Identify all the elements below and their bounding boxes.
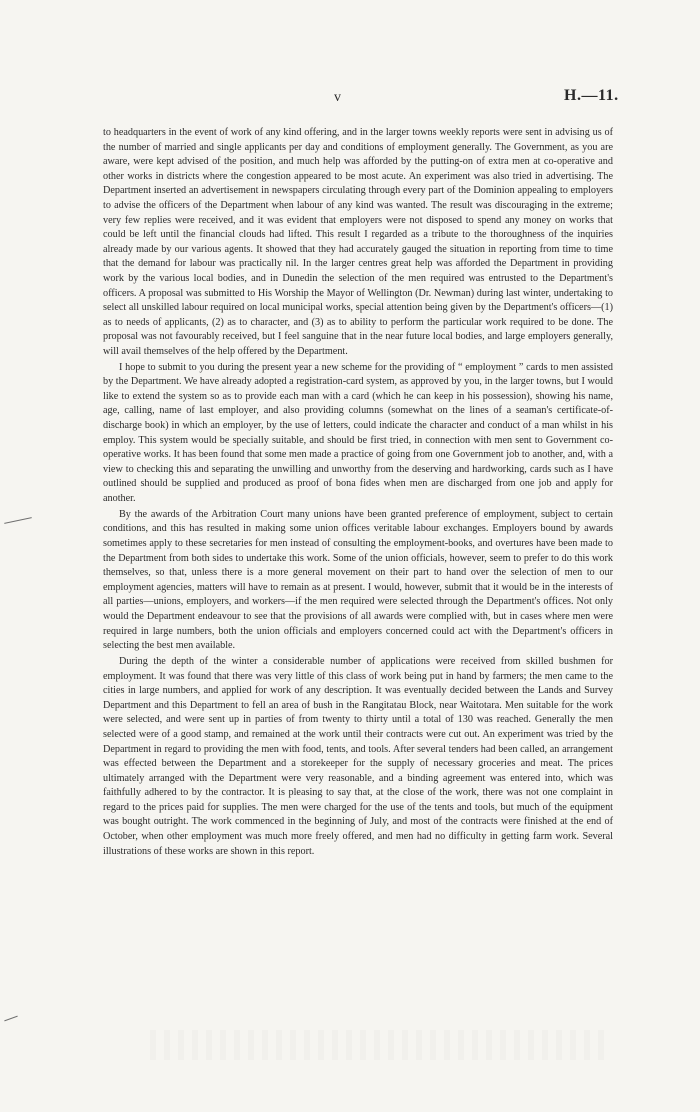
body-text — [103, 126, 613, 860]
paragraph-1: to headquarters in the event of work of any kind offering, and in the larger towns weekly reports were sent in advising us of the number of married and single applicants per day and conditions of employment generally. The Government, as you are aware, were kept advised of the position, and much help was afforded by the putting-on of extra men at co-operative and other works in districts where the congestion appeared to be most acute. An experiment was also tried in advertising. The Department inserted an advertisement in newspapers circulating through every part of the Dominion appealing to employers to advise the officers of the Department when labour of any kind was wanted. The result was discouraging in the extreme; very few replies were received, and it was evident that employers were not disposed to spend any money on works that could be left until the financial clouds had lifted. This result I regarded as a tribute to the thoroughness of the inquiries already made by our various agents. It showed that they had accurately gauged the situation in reporting from time to time that the demand for labour was practically nil. In the larger centres great help was afforded the Department in providing work by the various local bodies, and in Dunedin the selection of the men required was entrusted to the Department's officers. A proposal was submitted to His Worship the Mayor of Wellington (Dr. Newman) during last winter, undertaking to select all unskilled labour required on local municipal works, special attention being given by the Department's officers—(1) as to needs of applicants, (2) as to character, and (3) as to ability to perform the particular work required to be done. The proposal was not favourably received, but I feel sanguine that in the near future local bodies, and large employers generally, will avail themselves of the help offered by the Department. — [103, 127, 613, 357]
document-reference: H.—11. — [564, 87, 619, 104]
paragraph-3: By the awards of the Arbitration Court many unions have been granted preference of employment, subject to certain conditions, and this has resulted in making some union offices veritable labour exchanges. Employers bound by awards sometimes apply to these secretaries for men instead of consulting the employment-books, and overtures have been made to the Department from both sides to undertake this work. Some of the union officials, however, seem to prefer to do this work themselves, so that, unless there is a more general movement on their part to hand over the selection of men to our employment agencies, matters will have to remain as at present. I would, however, submit that it would be in the interests of all parties—unions, employers, and workers—if the men required were selected through the Department's offices. Not only would the Department endeavour to see that the provisions of all awards were complied with, but in cases where men were required in large numbers, both the union officials and employers concerned could act with the Department's officers in selecting the best men available. — [103, 508, 613, 652]
margin-pencil-mark — [4, 517, 32, 524]
margin-pencil-mark — [4, 1016, 17, 1022]
paragraph-2: I hope to submit to you during the present year a new scheme for the providing of “ employment ” cards to men assisted by the Department. We have already adopted a registration-card system, as approved by you, in the larger towns, but I would like to extend the system so as to provide each man with a card (which he can keep in his possession), showing his name, age, calling, name of last employer, and also providing columns (somewhat on the lines of a seaman's certificate-of-discharge book) in which an employer, by the use of letters, could indicate the character and conduct of a man whilst in his employ. This system would be specially suitable, and should be first tried, in connection with men sent to Government co-operative works. It has been found that some men made a practice of going from one Government job to another, and, with a view to checking this and separating the unwilling and unworthy from the deserving and hardworking, cards such as I have outlined should be supplied and produced as proof of bona fides when men are discharged from one job and apply for another. — [103, 361, 613, 505]
show-through-texture — [150, 1030, 610, 1060]
paragraph-4: During the depth of the winter a considerable number of applications were received from skilled bushmen for employment. It was found that there was very little of this class of work being put in hand by farmers; the men came to the cities in large numbers, and applied for work of any description. It was eventually decided between the Lands and Survey Department and this Department to fell an area of bush in the Rangitatau Block, near Waitotara. Men suitable for the work were selected, and were sent up in parties of from twenty to thirty until a total of 130 was reached. Generally the men selected were of a good stamp, and remained at the work until their contracts were cut out. An experiment was tried by the Department in regard to providing the men with food, tents, and tools. After several tenders had been called, an arrangement was effected between the Department and a storekeeper for the supply of necessary groceries and meat. The prices ultimately arranged with the Department were very reasonable, and a binding agreement was entered into, which was faithfully adhered to by the contractor. It is pleasing to say that, at the close of the work, there was not one complaint in regard to the prices paid for supplies. The men were charged for the use of the tents and tools, but much of the equipment was bought outright. The work commenced in the beginning of July, and most of the contracts were finished at the end of October, when other employment was much more freely offered, and men had no difficulty in getting farm work. Several illustrations of these works are shown in this report. — [103, 655, 613, 857]
page-number: v — [334, 90, 342, 105]
